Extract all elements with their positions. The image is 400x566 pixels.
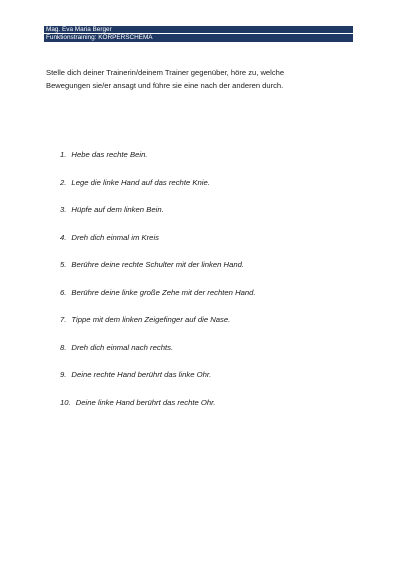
task-text: Dreh dich einmal im Kreis	[71, 232, 160, 242]
task-text: Deine linke Hand berührt das rechte Ohr.	[75, 397, 216, 407]
task-text: Lege die linke Hand auf das rechte Knie.	[71, 177, 210, 187]
task-item	[60, 260, 360, 288]
task-text: Deine rechte Hand berührt das linke Ohr.	[71, 370, 212, 379]
task-item	[60, 343, 360, 371]
task-text: Tippe mit dem linken Zeigefinger auf die Nase.	[71, 315, 231, 324]
task-text: Hüpfe auf dem linken Bein.	[71, 205, 164, 214]
task-number: 2.	[60, 177, 67, 187]
task-number: 10.	[60, 397, 71, 407]
task-text: Berühre deine rechte Schulter mit der linken Hand.	[71, 260, 245, 269]
task-number: 9.	[60, 370, 67, 379]
task-item	[60, 178, 360, 206]
instructions-line-2: Bewegungen sie/er ansagt und führe sie eine nach der anderen durch.	[46, 80, 284, 90]
task-list	[60, 150, 360, 425]
task-item	[60, 398, 360, 426]
task-number: 7.	[60, 315, 67, 324]
task-item	[60, 150, 360, 178]
task-number: 6.	[60, 287, 67, 297]
task-text: Berühre deine linke große Zehe mit der rechten Hand.	[71, 287, 256, 297]
task-number: 1.	[60, 150, 67, 159]
document-header	[44, 26, 353, 42]
task-item	[60, 233, 360, 261]
task-item	[60, 370, 360, 398]
subject-line: Funktionstraining: KÖRPERSCHEMA	[44, 34, 353, 42]
task-item	[60, 205, 360, 233]
task-item	[60, 288, 360, 316]
instructions-paragraph	[46, 67, 346, 92]
author-line: Mag. Eva Maria Berger	[44, 26, 353, 34]
task-item	[60, 315, 360, 343]
task-text: Hebe das rechte Bein.	[71, 150, 148, 159]
task-number: 8.	[60, 342, 67, 352]
task-number: 3.	[60, 205, 67, 214]
task-text: Dreh dich einmal nach rechts.	[71, 342, 174, 352]
task-number: 5.	[60, 260, 67, 269]
task-number: 4.	[60, 232, 67, 242]
instructions-line-1: Stelle dich deiner Trainerin/deinem Trainer gegenüber, höre zu, welche	[46, 68, 285, 77]
